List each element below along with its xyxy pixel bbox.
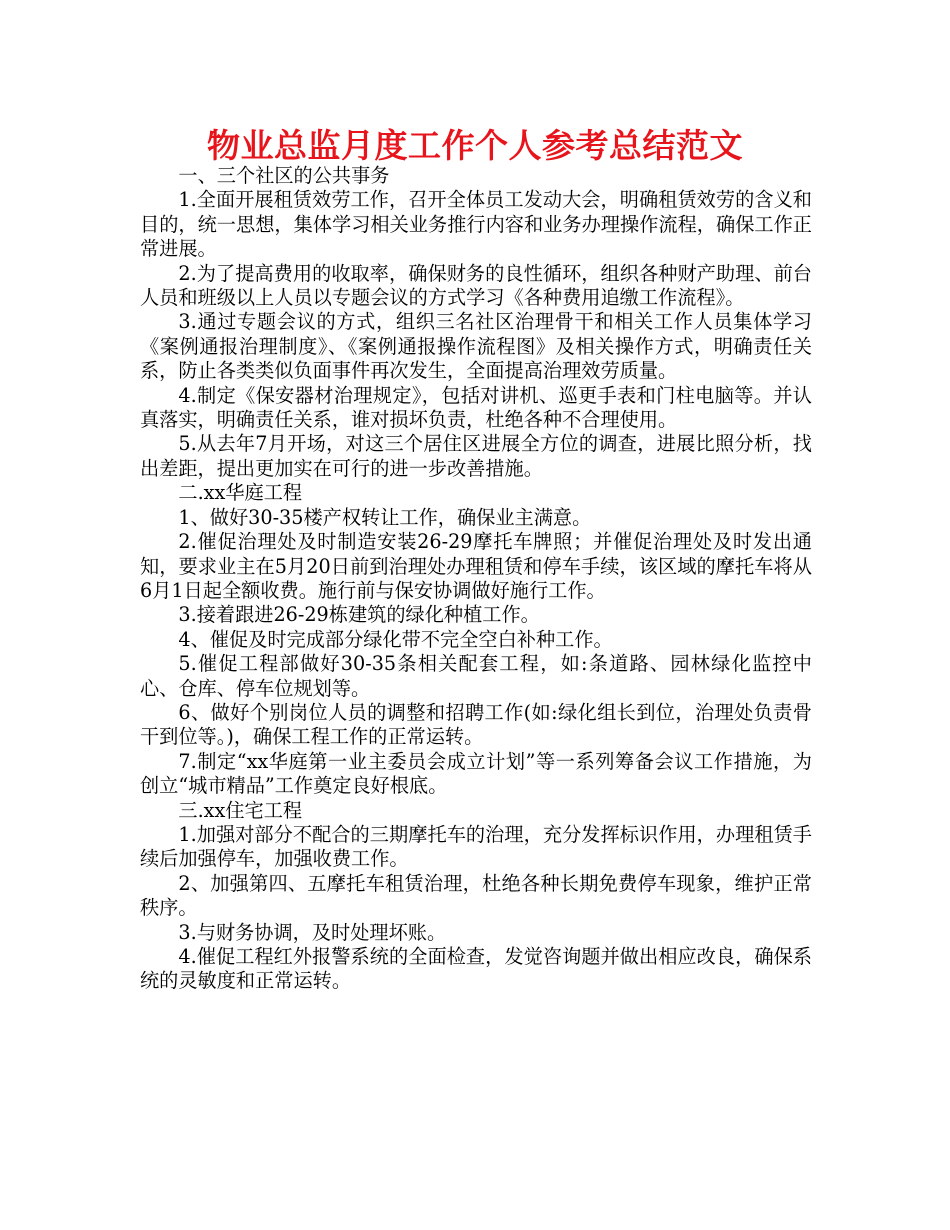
paragraph: 4、催促及时完成部分绿化带不完全空白补种工作。 xyxy=(178,627,613,651)
paragraph: 2.催促治理处及时制造安装26-29摩托车牌照；并催促治理处及时发出通知，要求业主在5月20日前到治理处办理租赁和停车手续，该区域的摩托车将从6月1日起全额收费。施行前与保安协调做好施行工作。 xyxy=(140,530,812,602)
paragraph: 5.催促工程部做好30-35条相关配套工程，如:条道路、园林绿化监控中心、仓库、停车位规划等。 xyxy=(140,652,812,700)
paragraph: 4.制定《保安器材治理规定》，包括对讲机、巡更手表和门柱电脑等。并认真落实，明确责任关系，谁对损坏负责，杜绝各种不合理使用。 xyxy=(140,383,812,432)
document-body xyxy=(140,164,812,994)
paragraph: 3.与财务协调，及时处理坏账。 xyxy=(178,920,447,944)
section-heading: 二.xx华庭工程 xyxy=(178,481,303,505)
paragraph: 3.通过专题会议的方式，组织三名社区治理骨干和相关工作人员集体学习《案例通报治理制度》、《案例通报操作流程图》及相关操作方式，明确责任关系，防止各类类似负面事件再次发生，全面提高治理效劳质量。 xyxy=(140,310,812,383)
paragraph: 4.催促工程红外报警系统的全面检查，发觉咨询题并做出相应改良，确保系统的灵敏度和正常运转。 xyxy=(140,945,812,993)
paragraph: 5.从去年7月开场，对这三个居住区进展全方位的调查，进展比照分析，找出差距，提出更加实在可行的进一步改善措施。 xyxy=(140,432,812,480)
paragraph: 1.加强对部分不配合的三期摩托车的治理，充分发挥标识作用，办理租赁手续后加强停车，加强收费工作。 xyxy=(140,822,812,871)
paragraph: 1、做好30-35楼产权转让工作，确保业主满意。 xyxy=(178,505,592,529)
paragraph: 1.全面开展租赁效劳工作，召开全体员工发动大会，明确租赁效劳的含义和目的，统一思想，集体学习相关业务推行内容和业务办理操作流程，确保工作正常进展。 xyxy=(140,188,812,261)
paragraph: 3.接着跟进26-29栋建筑的绿化种植工作。 xyxy=(178,603,540,627)
paragraph: 2.为了提高费用的收取率，确保财务的良性循环，组织各种财产助理、前台人员和班级以上人员以专题会议的方式学习《各种费用追缴工作流程》。 xyxy=(140,261,812,310)
section-heading: 一、三个社区的公共事务 xyxy=(178,164,390,187)
paragraph: 2、加强第四、五摩托车租赁治理，杜绝各种长期免费停车现象，维护正常秩序。 xyxy=(140,871,812,920)
section-heading: 三.xx住宅工程 xyxy=(178,798,303,822)
paragraph: 7.制定“xx华庭第一业主委员会成立计划”等一系列筹备会议工作措施，为创立“城市精品”工作奠定良好根底。 xyxy=(140,749,812,798)
paragraph: 6、做好个别岗位人员的调整和招聘工作(如:绿化组长到位，治理处负责骨干到位等。)，确保工程工作的正常运转。 xyxy=(140,700,812,749)
document-title: 物业总监月度工作个人参考总结范文 xyxy=(207,126,743,165)
